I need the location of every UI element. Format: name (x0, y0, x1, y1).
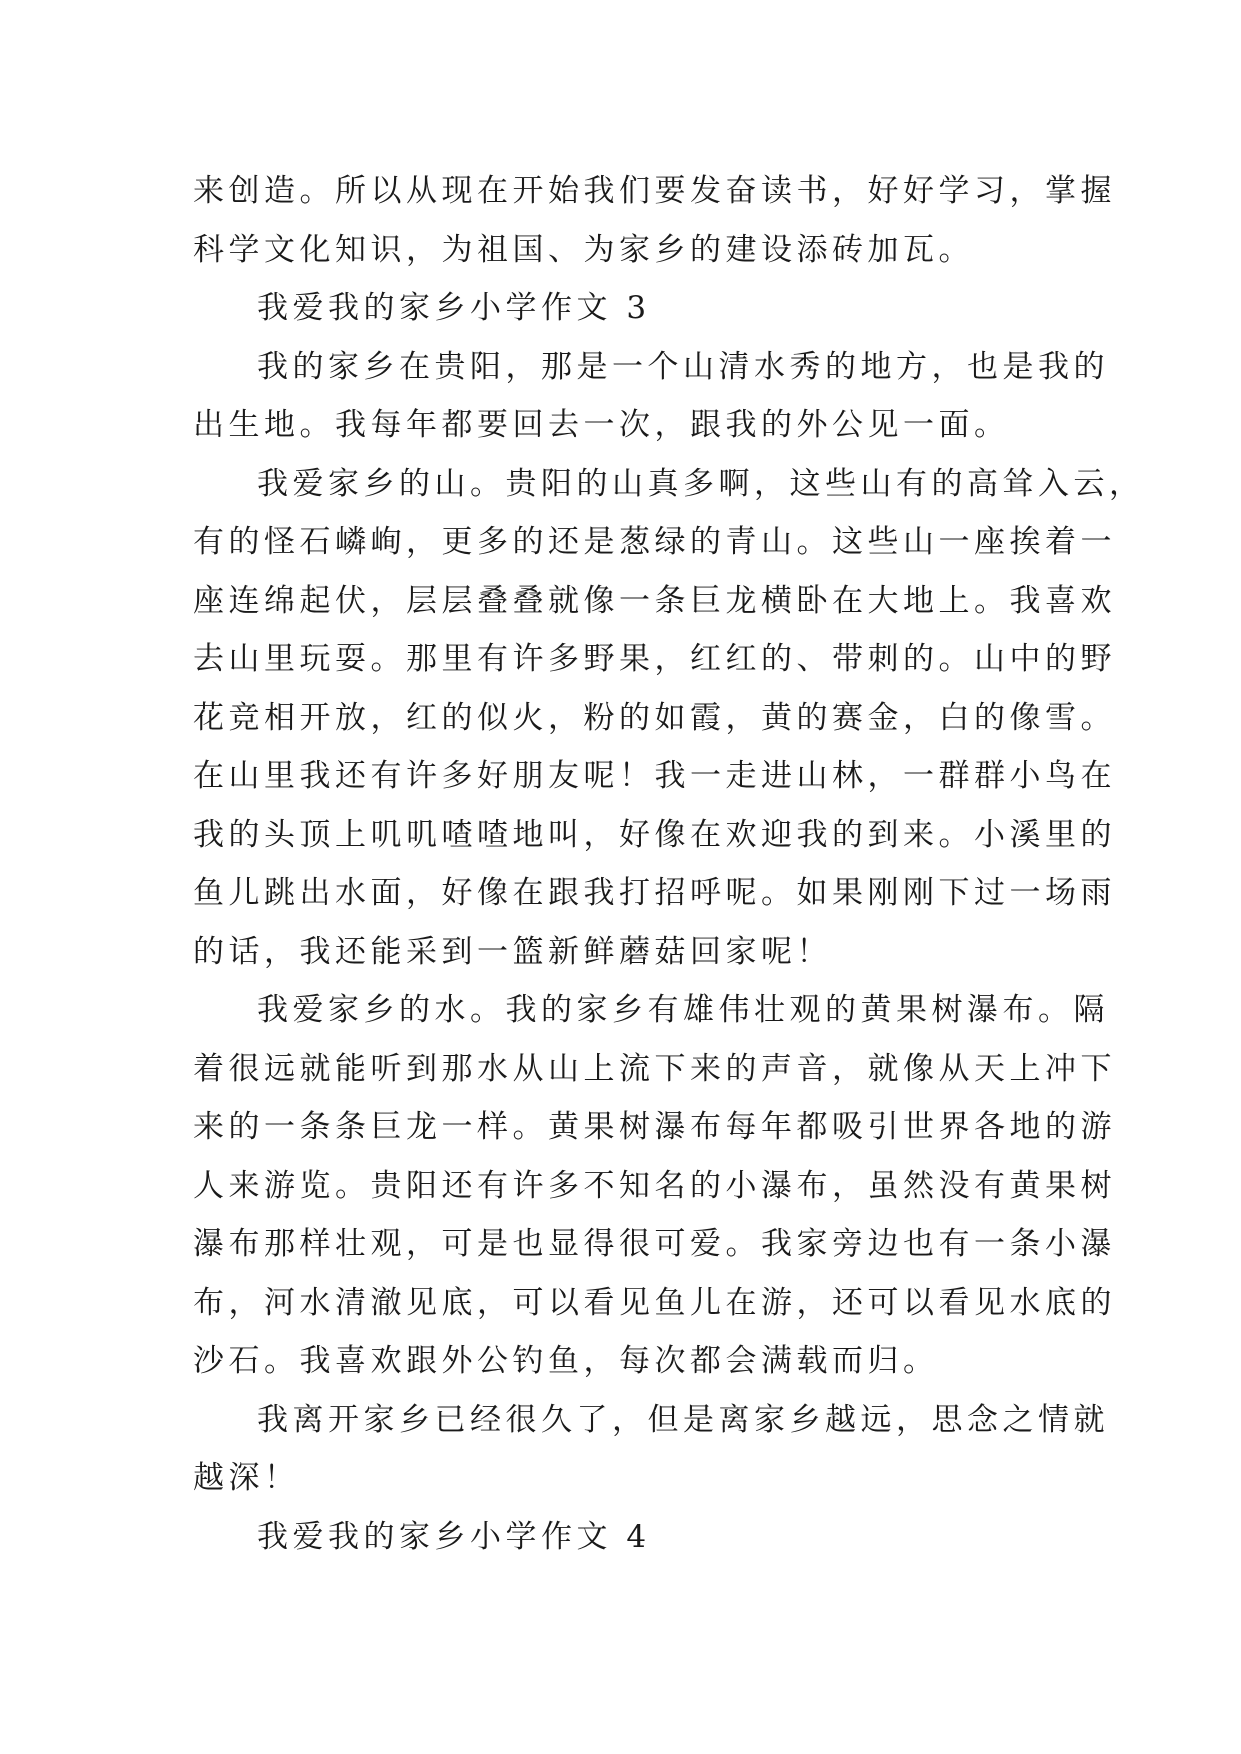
paragraph-line: 鱼儿跳出水面，好像在跟我打招呼呢。如果刚刚下过一场雨 (193, 875, 1116, 911)
essay-title: 我爱我的家乡小学作文 3 (257, 290, 651, 326)
paragraph-line: 的话，我还能采到一篮新鲜蘑菇回家呢！ (193, 933, 832, 970)
essay-text (193, 162, 1145, 1566)
paragraph-line: 瀑布那样壮观，可是也显得很可爱。我家旁边也有一条小瀑 (193, 1226, 1116, 1262)
paragraph-line: 来创造。所以从现在开始我们要发奋读书，好好学习，掌握 (193, 173, 1116, 209)
paragraph-line: 我离开家乡已经很久了，但是离家乡越远，思念之情就 (257, 1401, 1109, 1438)
paragraph-line: 有的怪石嶙峋，更多的还是葱绿的青山。这些山一座挨着一 (193, 524, 1116, 560)
paragraph-line: 座连绵起伏，层层叠叠就像一条巨龙横卧在大地上。我喜欢 (193, 582, 1116, 619)
paragraph-line: 越深！ (193, 1460, 300, 1496)
essay-title: 我爱我的家乡小学作文 4 (257, 1518, 651, 1555)
paragraph-line: 出生地。我每年都要回去一次，跟我的外公见一面。 (193, 407, 1010, 443)
paragraph-line: 去山里玩耍。那里有许多野果，红红的、带刺的。山中的野 (193, 641, 1116, 677)
paragraph-line: 我爱家乡的水。我的家乡有雄伟壮观的黄果树瀑布。隔 (257, 992, 1109, 1028)
paragraph-line: 花竞相开放，红的似火，粉的如霞，黄的赛金，白的像雪。 (193, 699, 1116, 736)
paragraph-line: 我的头顶上叽叽喳喳地叫，好像在欢迎我的到来。小溪里的 (193, 816, 1116, 853)
paragraph-line: 科学文化知识，为祖国、为家乡的建设添砖加瓦。 (193, 231, 974, 268)
paragraph-line: 来的一条条巨龙一样。黄果树瀑布每年都吸引世界各地的游 (193, 1109, 1116, 1145)
paragraph-line: 着很远就能听到那水从山上流下来的声音，就像从天上冲下 (193, 1050, 1116, 1087)
paragraph-line: 我的家乡在贵阳，那是一个山清水秀的地方，也是我的 (257, 348, 1109, 385)
paragraph-line: 布，河水清澈见底，可以看见鱼儿在游，还可以看见水底的 (193, 1284, 1116, 1321)
paragraph-line: 在山里我还有许多好朋友呢！我一走进山林，一群群小鸟在 (193, 758, 1116, 794)
paragraph-line: 我爱家乡的山。贵阳的山真多啊，这些山有的高耸入云， (257, 465, 1145, 502)
paragraph-line: 人来游览。贵阳还有许多不知名的小瀑布，虽然没有黄果树 (193, 1167, 1116, 1204)
paragraph-line: 沙石。我喜欢跟外公钓鱼，每次都会满载而归。 (193, 1343, 939, 1379)
